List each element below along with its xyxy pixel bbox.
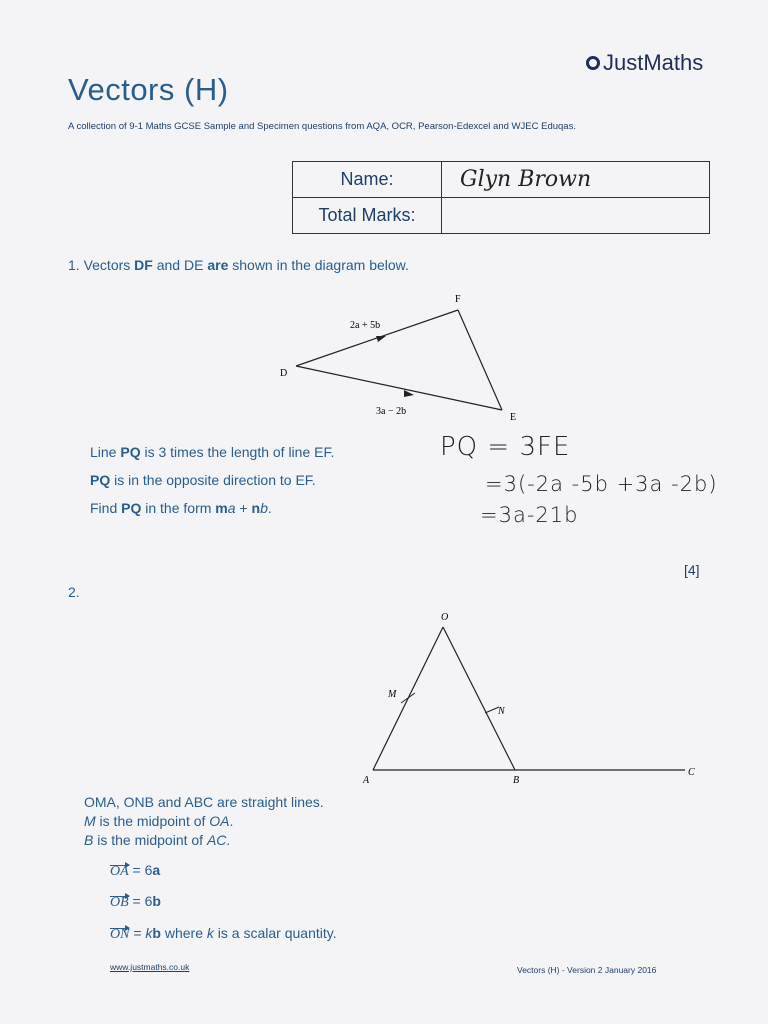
q2-eq1-a: a <box>152 862 161 878</box>
q1-line1-pq: PQ <box>120 444 141 460</box>
q1-line2-pq: PQ <box>90 472 111 488</box>
point-f-label: F <box>455 294 461 305</box>
q1-line3-m: m <box>215 500 228 516</box>
q2-eq3-tail: is a scalar quantity. <box>213 925 337 941</box>
q1-line1-a: Line <box>90 444 121 460</box>
point-b-label: B <box>513 775 520 786</box>
q1-intro-df: DF <box>134 257 153 273</box>
q2-eq3-eq: = <box>129 925 146 941</box>
q2-line3-ac: AC <box>206 832 227 848</box>
label-de-vector: 3a − 2b <box>376 406 407 417</box>
point-c-label: C <box>688 767 695 778</box>
page-subtitle: A collection of 9-1 Maths GCSE Sample and Specimen questions from AQA, OCR, Pearson-Edexcel and WJEC Eduqas. <box>68 121 576 132</box>
footer-link[interactable]: www.justmaths.co.uk <box>110 962 190 972</box>
q1-working-line3: =3a-21b <box>480 503 579 527</box>
q1-line3-plus: + <box>235 500 252 516</box>
q2-eq1 <box>110 862 160 880</box>
footer-version: Vectors (H) - Version 2 January 2016 <box>517 965 657 975</box>
q2-eq2-eq: = 6 <box>128 893 153 909</box>
q2-line3 <box>84 832 230 848</box>
q2-line3-b: B <box>84 832 94 848</box>
q1-line2 <box>90 472 316 488</box>
q1-line3-a: Find <box>90 500 122 516</box>
line-de <box>296 366 502 410</box>
q2-number: 2. <box>68 584 80 600</box>
name-marks-table <box>292 161 710 234</box>
q2-eq3-b: b <box>152 925 161 941</box>
q1-line1 <box>90 444 334 460</box>
q1-line2-b: is in the opposite direction to EF. <box>110 472 316 488</box>
point-d-label: D <box>280 368 288 379</box>
q2-line2-dot: . <box>229 813 234 829</box>
justmaths-logo <box>586 50 703 76</box>
point-m-label: M <box>388 689 397 700</box>
point-e-label: E <box>510 412 517 423</box>
label-df-vector: 2a + 5b <box>350 320 381 331</box>
q1-line3-b: in the form <box>141 500 216 516</box>
page-title: Vectors (H) <box>68 72 229 107</box>
q1-intro-text-b: and DE <box>152 257 208 273</box>
q2-line2-rest: is the midpoint of <box>95 813 210 829</box>
q1-line3-dot: . <box>267 500 272 516</box>
q2-triangle-diagram <box>355 605 715 795</box>
q2-line2-oa: OA <box>209 813 230 829</box>
point-o-label: O <box>441 612 449 623</box>
q2-eq3 <box>110 925 337 943</box>
q2-line2-m: M <box>84 813 96 829</box>
q1-intro-text-c: shown in the diagram below. <box>228 257 409 273</box>
q2-eq3-k2: k <box>206 925 214 941</box>
vector-ob: OB <box>110 895 129 910</box>
q1-number: 1. <box>68 257 80 273</box>
tick-n <box>485 707 499 713</box>
logo-text: JustMaths <box>603 50 704 75</box>
q2-line3-rest: is the midpoint of <box>93 832 207 848</box>
q2-line1: OMA, ONB and ABC are straight lines. <box>84 794 324 810</box>
vector-on: ON <box>110 927 130 942</box>
q2-eq3-rest: where <box>160 925 207 941</box>
q2-eq3-k: k <box>145 925 153 941</box>
q2-eq1-eq: = 6 <box>128 862 153 878</box>
q1-line3-n: n <box>251 500 261 516</box>
q1-line3-avec: a <box>227 500 236 516</box>
q1-working-line2: =3(-2a -5b +3a -2b) <box>485 472 718 496</box>
point-n-label: N <box>498 706 505 717</box>
name-value[interactable]: Glyn Brown <box>442 162 710 198</box>
q1-triangle-diagram <box>270 290 530 430</box>
q1-intro-are: are <box>207 257 229 273</box>
point-a-label: A <box>363 775 370 786</box>
q2-line3-dot: . <box>226 832 231 848</box>
q1-working-line1: PQ = 3FE <box>440 432 571 462</box>
q1-line3-bvec: b <box>260 500 268 516</box>
q2-eq2-b: b <box>152 893 161 909</box>
q1-intro <box>68 257 409 273</box>
q1-line3 <box>90 500 272 516</box>
vector-oa: OA <box>110 864 129 879</box>
q2-eq2 <box>110 893 161 911</box>
q2-line2 <box>84 813 233 829</box>
q1-intro-text: Vectors <box>83 257 135 273</box>
total-marks-value[interactable] <box>442 198 710 234</box>
arrow-df-icon <box>376 336 386 342</box>
logo-ring-icon <box>586 56 600 70</box>
q1-marks: [4] <box>684 562 700 578</box>
name-label: Name: <box>293 162 442 198</box>
total-marks-label: Total Marks: <box>293 198 442 234</box>
tick-m <box>401 693 415 703</box>
line-fe <box>458 310 502 410</box>
q1-line1-b: is 3 times the length of line EF. <box>140 444 335 460</box>
line-ob <box>443 627 515 770</box>
q1-line3-pq: PQ <box>121 500 142 516</box>
